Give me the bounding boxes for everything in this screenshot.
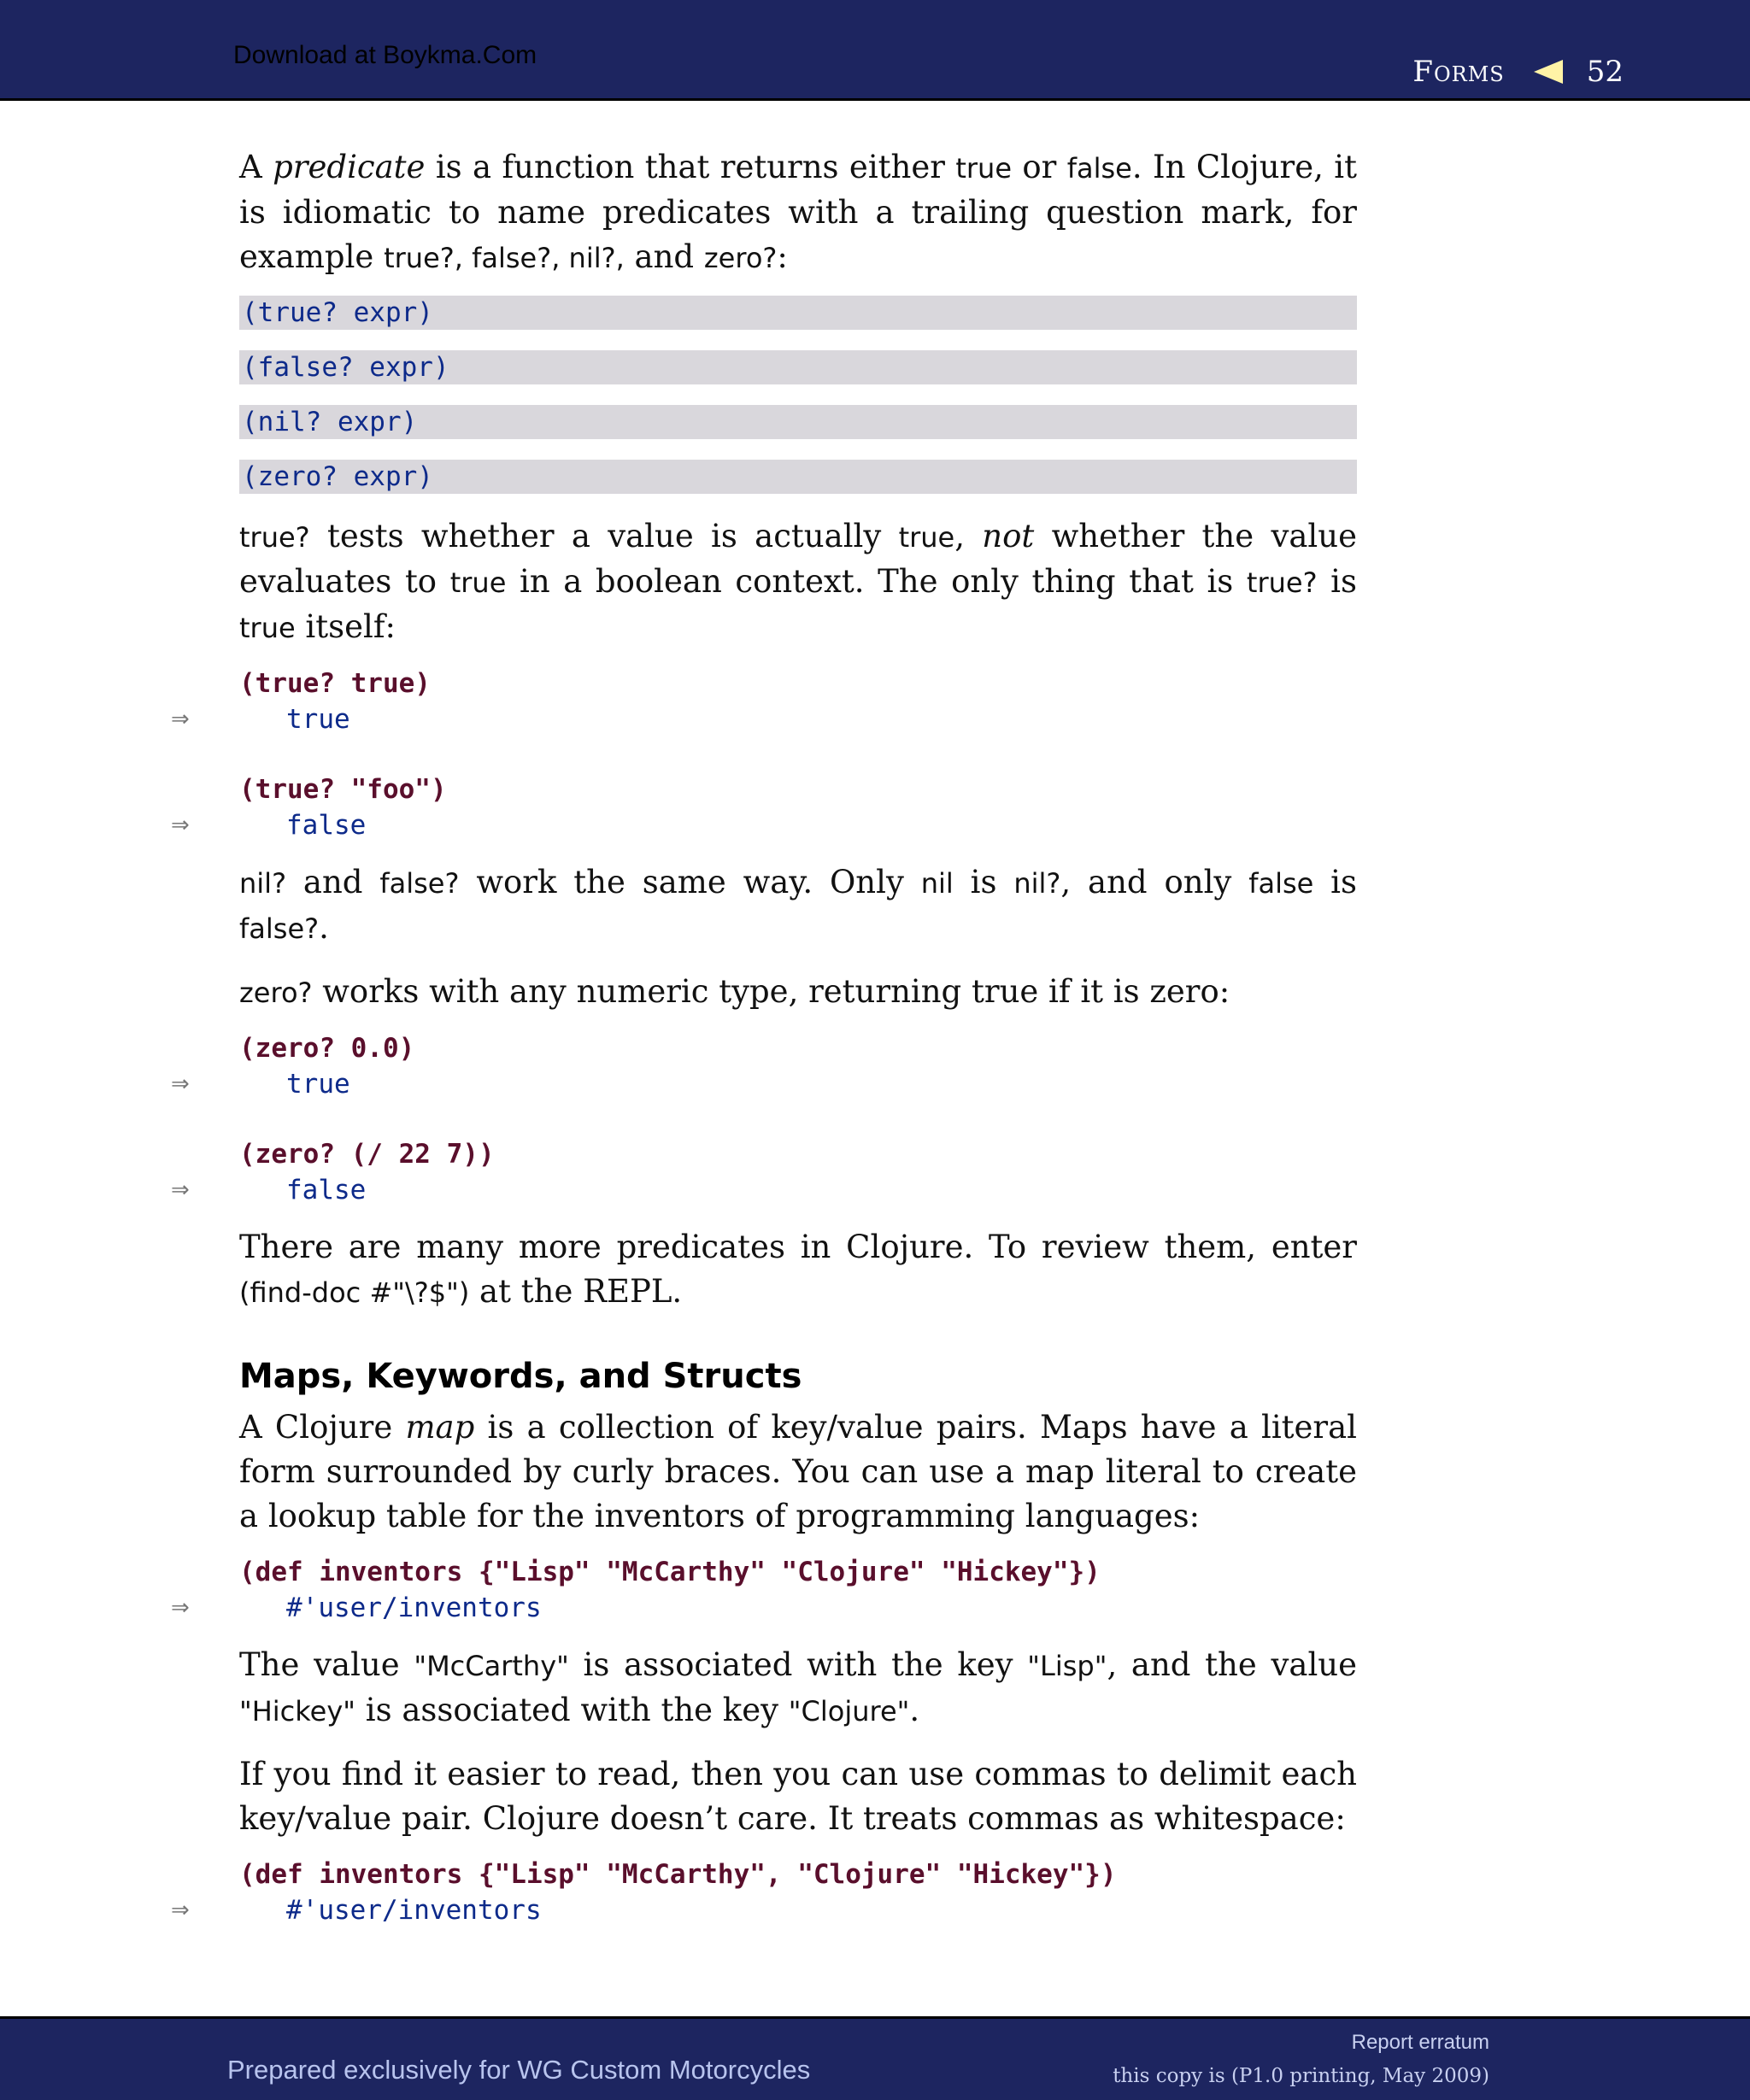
download-watermark: Download at Boykma.Com xyxy=(233,41,537,69)
code-output: ⇒ #'user/inventors xyxy=(239,1892,1357,1928)
page-footer xyxy=(0,2016,1750,2100)
repl-example xyxy=(171,666,1357,843)
page-body xyxy=(171,145,1358,1928)
prepared-for-text: Prepared exclusively for WG Custom Motorcycles xyxy=(227,2055,811,2085)
result-arrow-icon: ⇒ xyxy=(171,1177,190,1203)
result-arrow-icon: ⇒ xyxy=(171,1071,190,1097)
section-heading: Maps, Keywords, and Structs xyxy=(239,1357,802,1396)
paragraph-map-values: The value "McCarthy" is associated with the key "Lisp", and the value "Hickey" is associated with the key "Clojure". xyxy=(239,1646,1357,1728)
result-arrow-icon: ⇒ xyxy=(171,707,190,732)
page-number: 52 xyxy=(1586,55,1624,89)
paragraph-commas: If you find it easier to read, then you can use commas to delimit each key/value pair. Clojure doesn’t care. It treats commas as whitespace: xyxy=(239,1756,1357,1837)
result-arrow-icon: ⇒ xyxy=(171,812,190,838)
code-output: ⇒ false xyxy=(239,1172,1357,1208)
paragraph-zero: zero? works with any numeric type, returning true if it is zero: xyxy=(239,973,1230,1010)
paragraph-predicate-intro: A predicate is a function that returns either true or false. In Clojure, it is idiomatic to name predicates with a trailing question mark, for example true?, false?, nil?, and zero?: xyxy=(239,149,1357,275)
code-output: ⇒ true xyxy=(239,701,1357,737)
copy-info: this copy is (P1.0 printing, May 2009) xyxy=(1113,2065,1489,2087)
previous-page-arrow-icon[interactable] xyxy=(1534,60,1563,84)
code-input: (zero? 0.0) xyxy=(239,1033,415,1064)
code-output: ⇒ false xyxy=(239,807,1357,843)
result-arrow-icon: ⇒ xyxy=(171,1898,190,1923)
code-input: (def inventors {"Lisp" "McCarthy", "Clojure" "Hickey"}) xyxy=(239,1859,1117,1890)
page-header xyxy=(0,0,1750,101)
code-input: (def inventors {"Lisp" "McCarthy" "Clojure" "Hickey"}) xyxy=(239,1557,1101,1587)
repl-example xyxy=(171,1554,1357,1626)
repl-example xyxy=(171,1857,1357,1928)
result-arrow-icon: ⇒ xyxy=(171,1595,190,1621)
paragraph-true-test: true? tests whether a value is actually true, not whether the value evaluates to true in a boolean context. The only thing that is true? is true itself: xyxy=(239,518,1357,645)
predicate-code-list xyxy=(239,296,1357,494)
report-erratum-link[interactable]: Report erratum xyxy=(1351,2031,1489,2054)
code-box: (false? expr) xyxy=(239,350,1357,384)
code-output: ⇒ #'user/inventors xyxy=(239,1590,1357,1626)
code-box: (nil? expr) xyxy=(239,405,1357,439)
section-title[interactable]: Forms xyxy=(1412,55,1505,89)
code-output: ⇒ true xyxy=(239,1066,1357,1102)
paragraph-map-intro: A Clojure map is a collection of key/value pairs. Maps have a literal form surrounded by curly braces. You can use a map literal to create a lookup table for the inventors of programming languages: xyxy=(239,1409,1357,1534)
paragraph-nil-false: nil? and false? work the same way. Only nil is nil?, and only false is false?. xyxy=(239,864,1358,946)
code-input: (true? "foo") xyxy=(239,774,447,805)
header-nav xyxy=(1412,55,1624,89)
code-box: (true? expr) xyxy=(239,296,1357,330)
paragraph-more-predicates: There are many more predicates in Clojure. To review them, enter (find-doc #"\?$") at the REPL. xyxy=(239,1229,1357,1310)
code-input: (zero? (/ 22 7)) xyxy=(239,1139,495,1170)
repl-example xyxy=(171,1030,1357,1208)
code-box: (zero? expr) xyxy=(239,460,1357,494)
code-input: (true? true) xyxy=(239,668,431,699)
